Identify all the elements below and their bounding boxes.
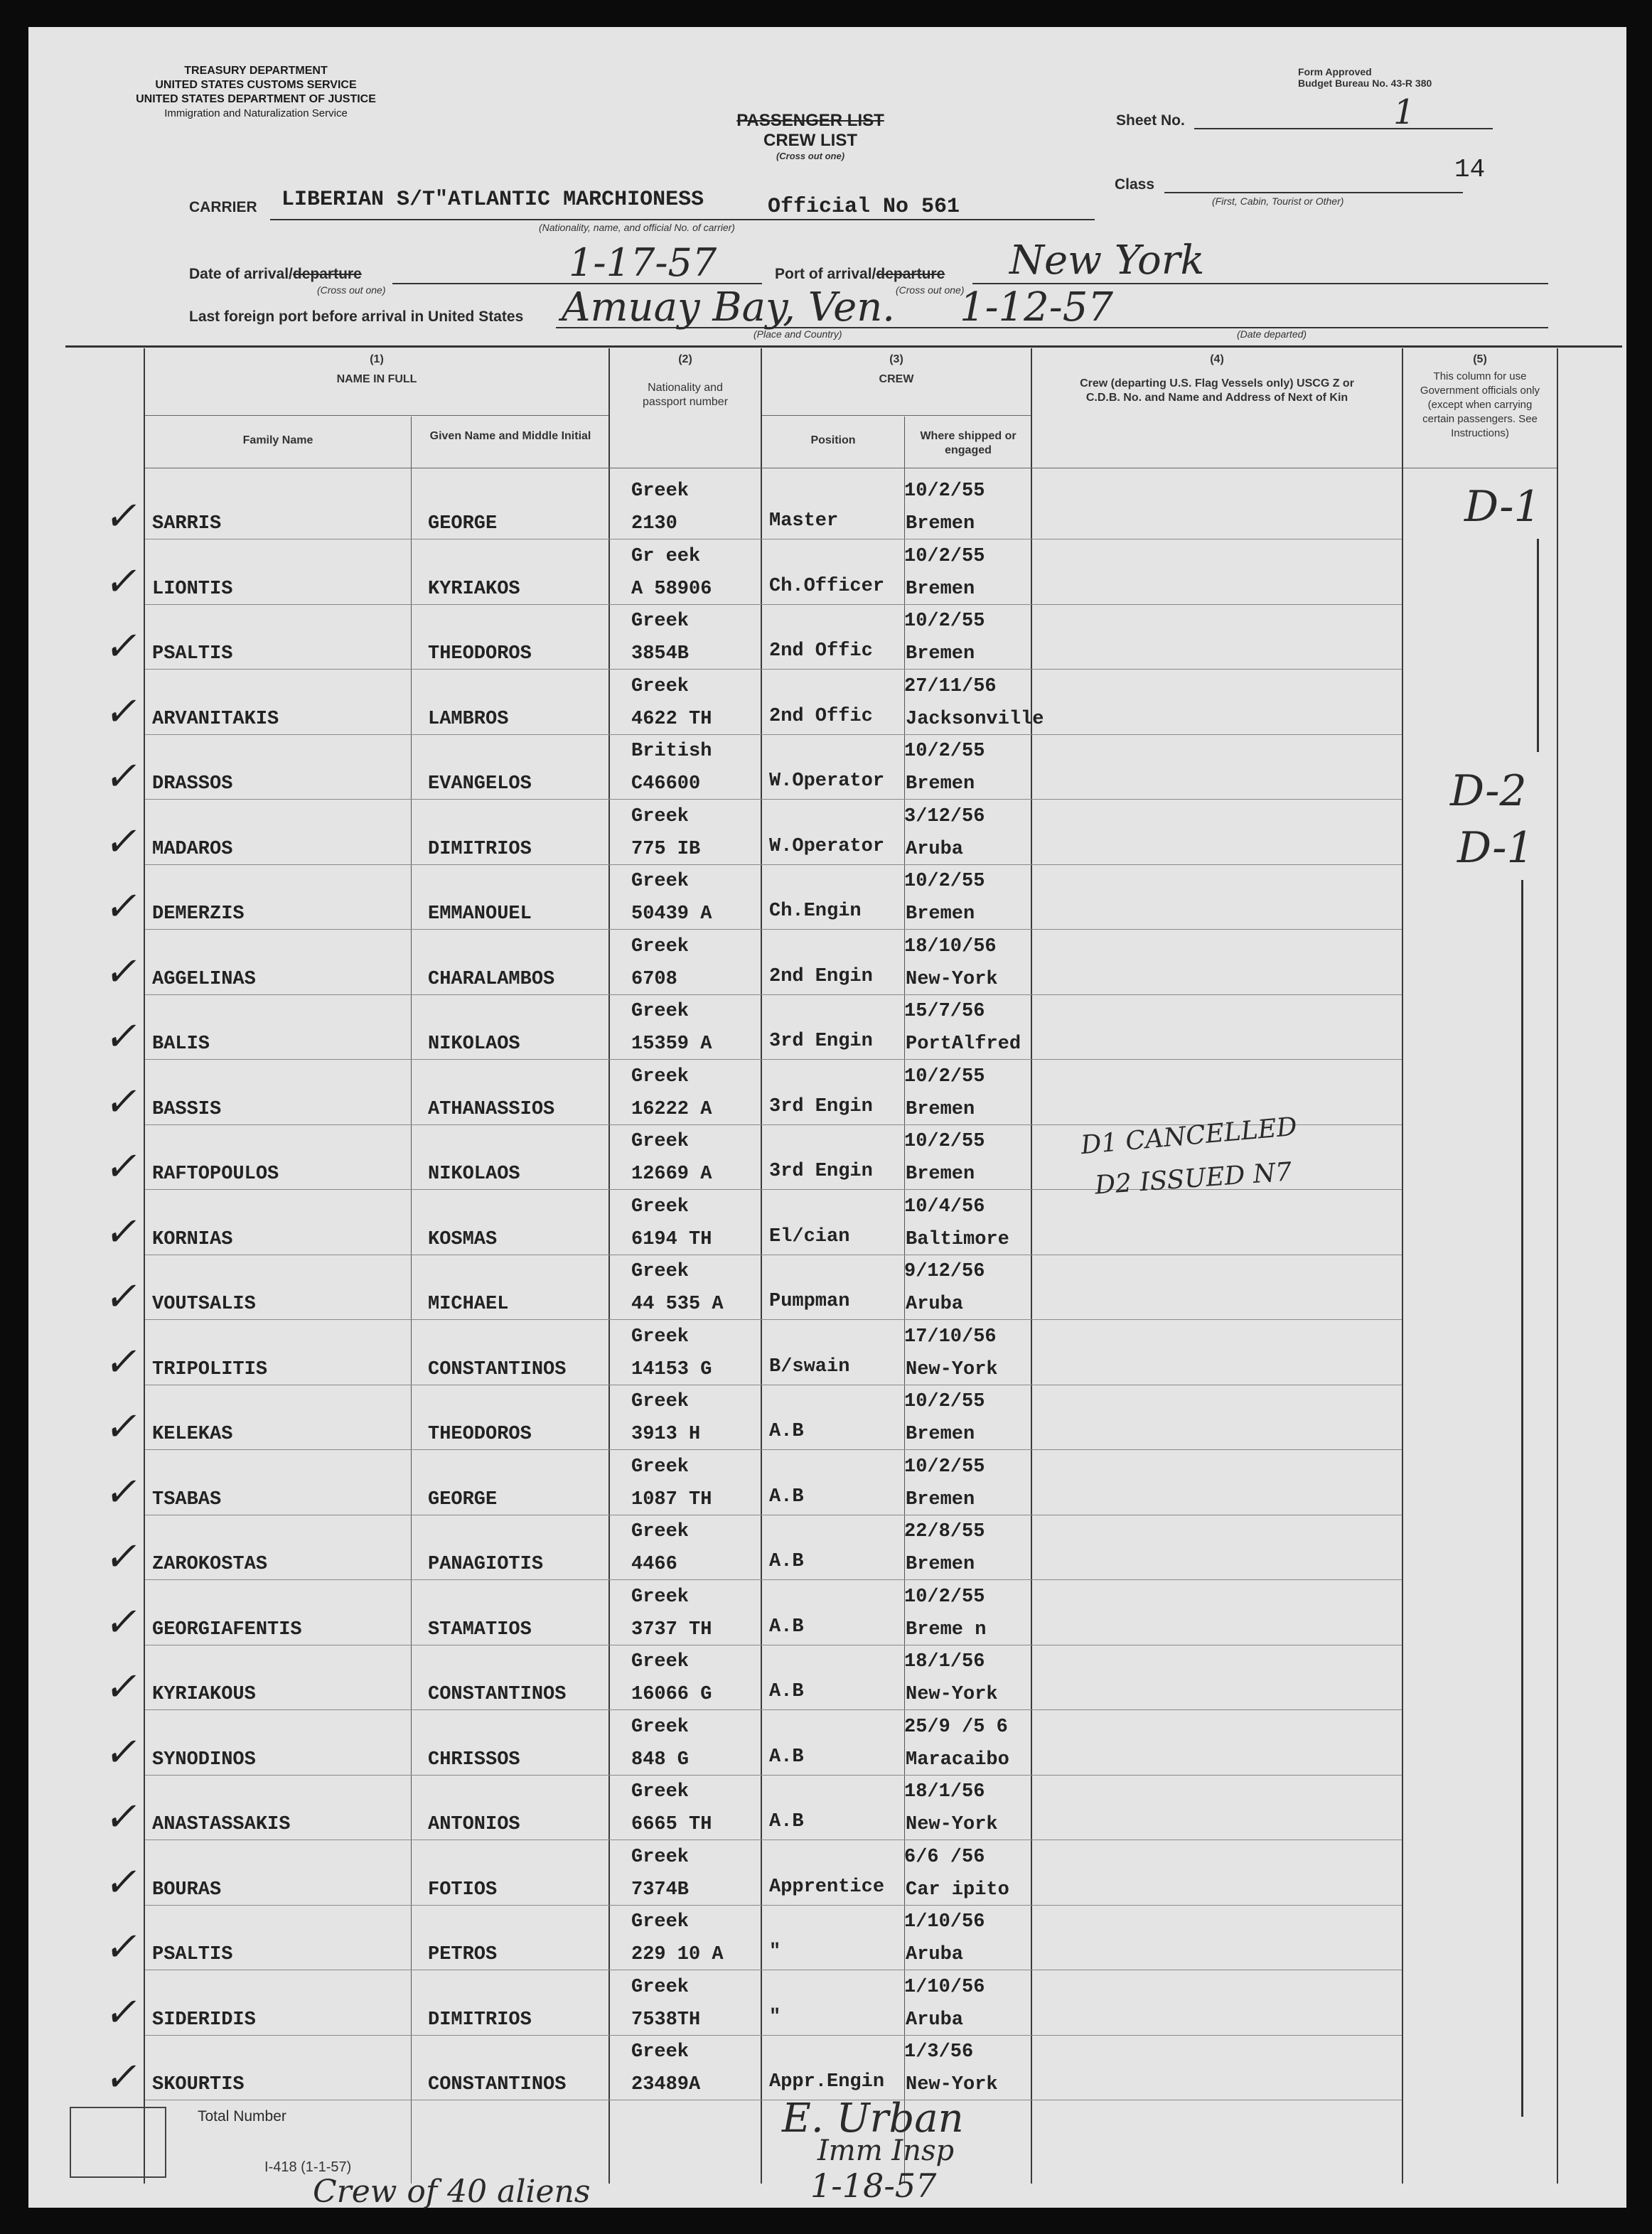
- row-rule: [145, 1905, 1402, 1906]
- family-name: ANASTASSAKIS: [152, 1814, 291, 1835]
- annotation-d1-top: D-1: [1464, 482, 1541, 532]
- passport-number: 6194 TH: [631, 1228, 712, 1250]
- col2-header: [610, 353, 761, 409]
- check-mark-icon: ✓: [102, 1794, 145, 1840]
- engaged-port: Aruba: [906, 1944, 964, 1965]
- form-title: [668, 111, 953, 161]
- signature-date: 1-18-57: [810, 2166, 937, 2205]
- col5-number: (5): [1473, 353, 1487, 365]
- check-mark-icon: ✓: [102, 493, 145, 539]
- family-name: RAFTOPOULOS: [152, 1164, 279, 1185]
- engaged-date: 10/2/55: [904, 611, 985, 632]
- row-rule: [145, 1579, 1402, 1580]
- engaged-date: 1/10/56: [904, 1911, 985, 1933]
- col1-header: [145, 353, 608, 387]
- nationality: Greek: [631, 1911, 690, 1933]
- nationality: Greek: [631, 1586, 690, 1608]
- given-name: STAMATIOS: [428, 1618, 532, 1640]
- agency-header: [100, 64, 412, 121]
- class-hint: (First, Cabin, Tourist or Other): [1212, 195, 1344, 207]
- family-name: DEMERZIS: [152, 903, 245, 925]
- col3-header: [762, 353, 1031, 387]
- official-number: Official No 561: [768, 195, 960, 219]
- given-name: PETROS: [428, 1944, 498, 1965]
- engaged-date: 10/2/55: [904, 1131, 985, 1152]
- family-name: KORNIAS: [152, 1228, 233, 1250]
- arrival-label: [189, 266, 362, 283]
- nationality: Greek: [631, 1131, 690, 1152]
- given-name: GEORGE: [428, 1488, 498, 1510]
- position: A.B: [769, 1746, 804, 1768]
- port-label: [775, 266, 945, 283]
- crew-note: Crew of 40 aliens: [313, 2174, 591, 2210]
- engaged-port: Breme n: [906, 1618, 987, 1640]
- engaged-port: Aruba: [906, 1294, 964, 1315]
- check-mark-icon: ✓: [102, 1404, 145, 1450]
- nationality: Greek: [631, 1196, 690, 1218]
- sheet-label: Sheet No.: [1116, 112, 1185, 129]
- carrier-hint: (Nationality, name, and official No. of carrier): [539, 222, 735, 233]
- col2-title: Nationality and passport number: [642, 382, 729, 408]
- passport-number: 16222 A: [631, 1098, 712, 1120]
- engaged-port: Bremen: [906, 1554, 975, 1575]
- given-name: CONSTANTINOS: [428, 1358, 567, 1380]
- engaged-date: 18/1/56: [904, 1651, 985, 1672]
- passport-number: 3854B: [631, 643, 690, 665]
- engaged-date: 9/12/56: [904, 1261, 985, 1282]
- engaged-port: Bremen: [906, 578, 975, 600]
- nationality: Greek: [631, 611, 690, 632]
- position: Appr.Engin: [769, 2071, 885, 2093]
- check-mark-icon: ✓: [102, 1468, 145, 1515]
- family-name: DRASSOS: [152, 773, 233, 795]
- annotation-issued: D2 ISSUED N7: [1093, 1157, 1293, 1201]
- place-hint: (Place and Country): [753, 328, 842, 340]
- family-name: GEORGIAFENTIS: [152, 1618, 302, 1640]
- annotation-d1-mid: D-1: [1457, 823, 1534, 873]
- crew-list-form: [28, 27, 1626, 2208]
- carrier-label: CARRIER: [189, 199, 257, 215]
- nationality: Greek: [631, 1521, 690, 1542]
- family-name: PSALTIS: [152, 643, 233, 665]
- given-name: ANTONIOS: [428, 1814, 520, 1835]
- engaged-date: 1/10/56: [904, 1976, 985, 1998]
- check-mark-icon: ✓: [102, 1274, 145, 1320]
- passport-number: 50439 A: [631, 903, 712, 925]
- given-name: NIKOLAOS: [428, 1033, 520, 1055]
- passport-number: 16066 G: [631, 1684, 712, 1705]
- passport-number: 1087 TH: [631, 1488, 712, 1510]
- row-rule: [145, 1709, 1402, 1710]
- family-name: ZAROKOSTAS: [152, 1554, 268, 1575]
- class-label: Class: [1115, 176, 1155, 193]
- total-number-label: Total Number: [198, 2108, 286, 2125]
- check-mark-icon: ✓: [102, 1989, 145, 2036]
- col4-title: Crew (departing U.S. Flag Vessels only) USCG Z or C.D.B. No. and Name and Address of Next of Kin: [1080, 377, 1354, 404]
- engaged-date: 1/3/56: [904, 2041, 974, 2063]
- engaged-date: 10/2/55: [904, 741, 985, 762]
- col4-header: [1032, 353, 1402, 405]
- engaged-date: 6/6 /56: [904, 1846, 985, 1868]
- check-mark-icon: ✓: [102, 1534, 145, 1580]
- position: El/cian: [769, 1225, 850, 1247]
- col5-title: This column for use Government officials only (except when carrying certain passengers. See Instructions): [1420, 370, 1540, 439]
- nationality: Greek: [631, 1391, 690, 1412]
- carrier-value: LIBERIAN S/T"ATLANTIC MARCHIONESS: [281, 188, 704, 212]
- check-mark-icon: ✓: [102, 753, 145, 800]
- passport-number: C46600: [631, 773, 701, 795]
- treasury-dept: TREASURY DEPARTMENT: [184, 65, 328, 77]
- inspector-signature: E. Urban: [782, 2095, 964, 2142]
- engaged-date: 10/2/55: [904, 1391, 985, 1412]
- engaged-date: 10/2/55: [904, 1456, 985, 1478]
- position: A.B: [769, 1811, 804, 1832]
- nationality: Greek: [631, 2041, 690, 2063]
- row-rule: [145, 994, 1402, 995]
- foreign-port-value: Amuay Bay, Ven.: [562, 284, 896, 331]
- engaged-date: 10/2/55: [904, 1586, 985, 1608]
- family-name: ARVANITAKIS: [152, 708, 279, 730]
- position: A.B: [769, 1486, 804, 1508]
- engaged-port: Bremen: [906, 1098, 975, 1120]
- given-name: ATHANASSIOS: [428, 1098, 555, 1120]
- row-rule: [145, 604, 1402, 605]
- engaged-date: 10/2/55: [904, 871, 985, 892]
- col1-number: (1): [370, 353, 384, 365]
- check-mark-icon: ✓: [102, 558, 145, 605]
- crew-list-title: CREW LIST: [763, 131, 857, 150]
- engaged-date: 10/2/55: [904, 1065, 985, 1088]
- nationality: Greek: [631, 1846, 690, 1868]
- position: B/swain: [769, 1355, 850, 1378]
- check-mark-icon: ✓: [102, 1664, 145, 1710]
- form-number: I-418 (1-1-57): [264, 2159, 352, 2175]
- passport-number: A 58906: [631, 578, 712, 600]
- nationality: Greek: [631, 480, 690, 502]
- row-rule: [145, 1059, 1402, 1060]
- family-name: AGGELINAS: [152, 968, 256, 990]
- row-rule: [145, 2035, 1402, 2036]
- family-name: MADAROS: [152, 838, 233, 860]
- engaged-date: 10/2/55: [904, 480, 985, 502]
- family-name: BASSIS: [152, 1098, 222, 1120]
- check-mark-icon: ✓: [102, 623, 145, 670]
- position: 2nd Offic: [769, 640, 873, 662]
- family-name: KELEKAS: [152, 1424, 233, 1445]
- arrival-strike-text: departure: [292, 266, 362, 282]
- given-name: THEODOROS: [428, 1424, 532, 1445]
- nationality: Greek: [631, 1326, 690, 1348]
- position-header: Position: [810, 434, 856, 446]
- engaged-port: New-York: [906, 968, 998, 990]
- position: A.B: [769, 1681, 804, 1702]
- engaged-date: 18/1/56: [904, 1781, 985, 1803]
- row-rule: [145, 864, 1402, 865]
- given-name: CONSTANTINOS: [428, 2074, 567, 2095]
- port-strike-text: departure: [876, 266, 945, 282]
- col5-header: [1403, 353, 1557, 441]
- family-name: TSABAS: [152, 1488, 222, 1510]
- passport-number: 23489A: [631, 2074, 701, 2095]
- nationality: British: [631, 741, 712, 762]
- engaged-date: 17/10/56: [904, 1326, 997, 1348]
- given-name: CONSTANTINOS: [428, 1684, 567, 1705]
- engaged-port: New-York: [906, 1358, 998, 1380]
- passport-number: 4466: [631, 1554, 677, 1575]
- annotation-cancelled: D1 CANCELLED: [1079, 1112, 1299, 1161]
- engaged-date: 10/4/56: [904, 1196, 985, 1218]
- check-mark-icon: ✓: [102, 1144, 145, 1190]
- given-name: FOTIOS: [428, 1879, 498, 1901]
- passport-number: 14153 G: [631, 1358, 712, 1380]
- passport-number: 4622 TH: [631, 708, 712, 730]
- nationality: Greek: [631, 1651, 690, 1672]
- passport-number: 3913 H: [631, 1424, 701, 1445]
- position: 3rd Engin: [769, 1095, 873, 1117]
- total-number-box: [70, 2107, 166, 2178]
- port-of-arrival: New York: [1009, 237, 1205, 284]
- engaged-port: Bremen: [906, 513, 975, 535]
- form-approved-text: Form Approved: [1298, 66, 1372, 77]
- col3-number: (3): [889, 353, 903, 365]
- family-name: KYRIAKOUS: [152, 1684, 256, 1705]
- cross-out-hint: (Cross out one): [776, 151, 845, 161]
- passport-number: 848 G: [631, 1749, 690, 1771]
- nationality: Greek: [631, 1261, 690, 1282]
- given-name: DIMITRIOS: [428, 2009, 532, 2031]
- engaged-date: 10/2/55: [904, 545, 985, 567]
- date-departed-hint: (Date departed): [1237, 328, 1307, 340]
- row-rule: [145, 734, 1402, 735]
- position: 3rd Engin: [769, 1161, 873, 1182]
- position: Ch.Officer: [769, 575, 885, 597]
- engaged-port: Bremen: [906, 1424, 975, 1445]
- check-mark-icon: ✓: [102, 1078, 145, 1125]
- engaged-port: New-York: [906, 2074, 998, 2095]
- passport-number: 3737 TH: [631, 1618, 712, 1640]
- position: Apprentice: [769, 1876, 885, 1898]
- family-name: SKOURTIS: [152, 2074, 245, 2095]
- engaged-date: 18/10/56: [904, 935, 997, 957]
- row-rule: [145, 1449, 1402, 1450]
- check-mark-icon: ✓: [102, 1859, 145, 1906]
- family-name: SIDERIDIS: [152, 2009, 256, 2031]
- nationality: Greek: [631, 935, 690, 957]
- passport-number: 44 535 A: [631, 1294, 724, 1315]
- engaged-date: 22/8/55: [904, 1521, 985, 1542]
- check-mark-icon: ✓: [102, 1924, 145, 1970]
- col1-title: NAME IN FULL: [336, 373, 417, 385]
- port-label-text: Port of arrival/: [775, 266, 876, 282]
- date-departed-value: 1-12-57: [960, 284, 1113, 331]
- check-mark-icon: ✓: [102, 1338, 145, 1385]
- family-name: LIONTIS: [152, 578, 233, 600]
- check-mark-icon: ✓: [102, 1208, 145, 1255]
- engaged-date: 25/9 /5 6: [904, 1716, 1008, 1738]
- position: A.B: [769, 1616, 804, 1638]
- nationality: Greek: [631, 1976, 690, 1998]
- position: W.Operator: [769, 835, 885, 857]
- engaged-port: Aruba: [906, 2009, 964, 2031]
- passenger-list-title: PASSENGER LIST: [736, 111, 884, 130]
- passport-number: 229 10 A: [631, 1944, 724, 1965]
- passport-number: 7374B: [631, 1879, 690, 1901]
- col4-number: (4): [1210, 353, 1224, 365]
- given-name: MICHAEL: [428, 1294, 509, 1315]
- position: A.B: [769, 1551, 804, 1572]
- passport-number: 15359 A: [631, 1033, 712, 1055]
- family-name: SYNODINOS: [152, 1749, 256, 1771]
- engaged-date: 27/11/56: [904, 675, 997, 697]
- row-rule: [145, 799, 1402, 800]
- given-name: CHARALAMBOS: [428, 968, 555, 990]
- engaged-date: 3/12/56: [904, 805, 985, 827]
- given-name: EVANGELOS: [428, 773, 532, 795]
- position: 2nd Offic: [769, 705, 873, 727]
- passport-number: 6665 TH: [631, 1814, 712, 1835]
- check-mark-icon: ✓: [102, 1014, 145, 1060]
- justice-dept: UNITED STATES DEPARTMENT OF JUSTICE: [136, 93, 376, 105]
- given-name: KYRIAKOS: [428, 578, 520, 600]
- engaged-port: New-York: [906, 1814, 998, 1835]
- arrival-label-text: Date of arrival/: [189, 266, 293, 282]
- col3-title: CREW: [879, 373, 914, 385]
- engaged-port: Bremen: [906, 1488, 975, 1510]
- nationality: Greek: [631, 1001, 690, 1022]
- check-mark-icon: ✓: [102, 1599, 145, 1645]
- check-mark-icon: ✓: [102, 818, 145, 865]
- passport-number: 2130: [631, 513, 677, 535]
- position: ": [769, 1941, 781, 1962]
- check-mark-icon: ✓: [102, 948, 145, 995]
- nationality: Greek: [631, 805, 690, 827]
- annotation-d2: D-2: [1450, 766, 1527, 816]
- row-rule: [145, 669, 1402, 670]
- nationality: Greek: [631, 1781, 690, 1803]
- position: Master: [769, 510, 839, 532]
- family-name-header: Family Name: [242, 434, 313, 446]
- passport-number: 6708: [631, 968, 677, 990]
- engaged-port: Bremen: [906, 1164, 975, 1185]
- nationality: Gr eek: [631, 545, 701, 567]
- check-mark-icon: ✓: [102, 2054, 145, 2100]
- nationality: Greek: [631, 1716, 690, 1738]
- budget-bureau-text: Budget Bureau No. 43-R 380: [1298, 77, 1432, 89]
- sheet-value: 1: [1393, 92, 1415, 132]
- engaged-port: Maracaibo: [906, 1749, 1009, 1771]
- row-rule: [145, 1319, 1402, 1320]
- engaged-port: Aruba: [906, 838, 964, 860]
- passport-number: 12669 A: [631, 1164, 712, 1185]
- given-name: EMMANOUEL: [428, 903, 532, 925]
- family-name: PSALTIS: [152, 1944, 233, 1965]
- given-name: THEODOROS: [428, 643, 532, 665]
- position: Ch.Engin: [769, 901, 862, 922]
- given-name-header: Given Name and Middle Initial: [429, 430, 591, 442]
- position: A.B: [769, 1421, 804, 1442]
- nationality: Greek: [631, 871, 690, 892]
- engaged-port: PortAlfred: [906, 1033, 1021, 1055]
- position: ": [769, 2006, 781, 2028]
- col2-number: (2): [678, 353, 692, 365]
- nationality: Greek: [631, 675, 690, 697]
- given-name: PANAGIOTIS: [428, 1554, 544, 1575]
- family-name: BOURAS: [152, 1879, 222, 1901]
- inspector-title: Imm Insp: [817, 2134, 955, 2167]
- position: 3rd Engin: [769, 1031, 873, 1052]
- form-approval: [1298, 66, 1432, 89]
- engaged-port: Car ipito: [906, 1879, 1009, 1901]
- nationality: Greek: [631, 1065, 690, 1088]
- given-name: GEORGE: [428, 513, 498, 535]
- ins-service: Immigration and Naturalization Service: [164, 107, 348, 119]
- passport-number: 775 IB: [631, 838, 701, 860]
- position: 2nd Engin: [769, 965, 873, 987]
- customs-service: UNITED STATES CUSTOMS SERVICE: [155, 79, 357, 91]
- shipped-header: Where shipped or engaged: [920, 430, 1017, 456]
- given-name: CHRISSOS: [428, 1749, 520, 1771]
- foreign-port-label: Last foreign port before arrival in United States: [189, 308, 524, 325]
- check-mark-icon: ✓: [102, 884, 145, 930]
- engaged-port: Jacksonville: [906, 708, 1044, 730]
- arrival-date: 1-17-57: [569, 240, 717, 285]
- page-number: 14: [1454, 155, 1486, 184]
- row-rule: [145, 929, 1402, 930]
- family-name: VOUTSALIS: [152, 1294, 256, 1315]
- arrival-cross-hint: (Cross out one): [317, 284, 386, 296]
- given-name: DIMITRIOS: [428, 838, 532, 860]
- check-mark-icon: ✓: [102, 688, 145, 735]
- position: Pumpman: [769, 1291, 850, 1312]
- given-name: LAMBROS: [428, 708, 509, 730]
- given-name: NIKOLAOS: [428, 1164, 520, 1185]
- engaged-port: Bremen: [906, 773, 975, 795]
- passport-number: 7538TH: [631, 2009, 701, 2031]
- family-name: BALIS: [152, 1033, 210, 1055]
- position: W.Operator: [769, 770, 885, 792]
- row-rule: [145, 1775, 1402, 1776]
- nationality: Greek: [631, 1456, 690, 1478]
- engaged-date: 15/7/56: [904, 1001, 985, 1022]
- engaged-port: Baltimore: [906, 1228, 1009, 1250]
- given-name: KOSMAS: [428, 1228, 498, 1250]
- engaged-port: Bremen: [906, 903, 975, 925]
- engaged-port: Bremen: [906, 643, 975, 665]
- engaged-port: New-York: [906, 1684, 998, 1705]
- family-name: SARRIS: [152, 513, 222, 535]
- port-cross-hint: (Cross out one): [896, 284, 965, 296]
- family-name: TRIPOLITIS: [152, 1358, 268, 1380]
- check-mark-icon: ✓: [102, 1729, 145, 1776]
